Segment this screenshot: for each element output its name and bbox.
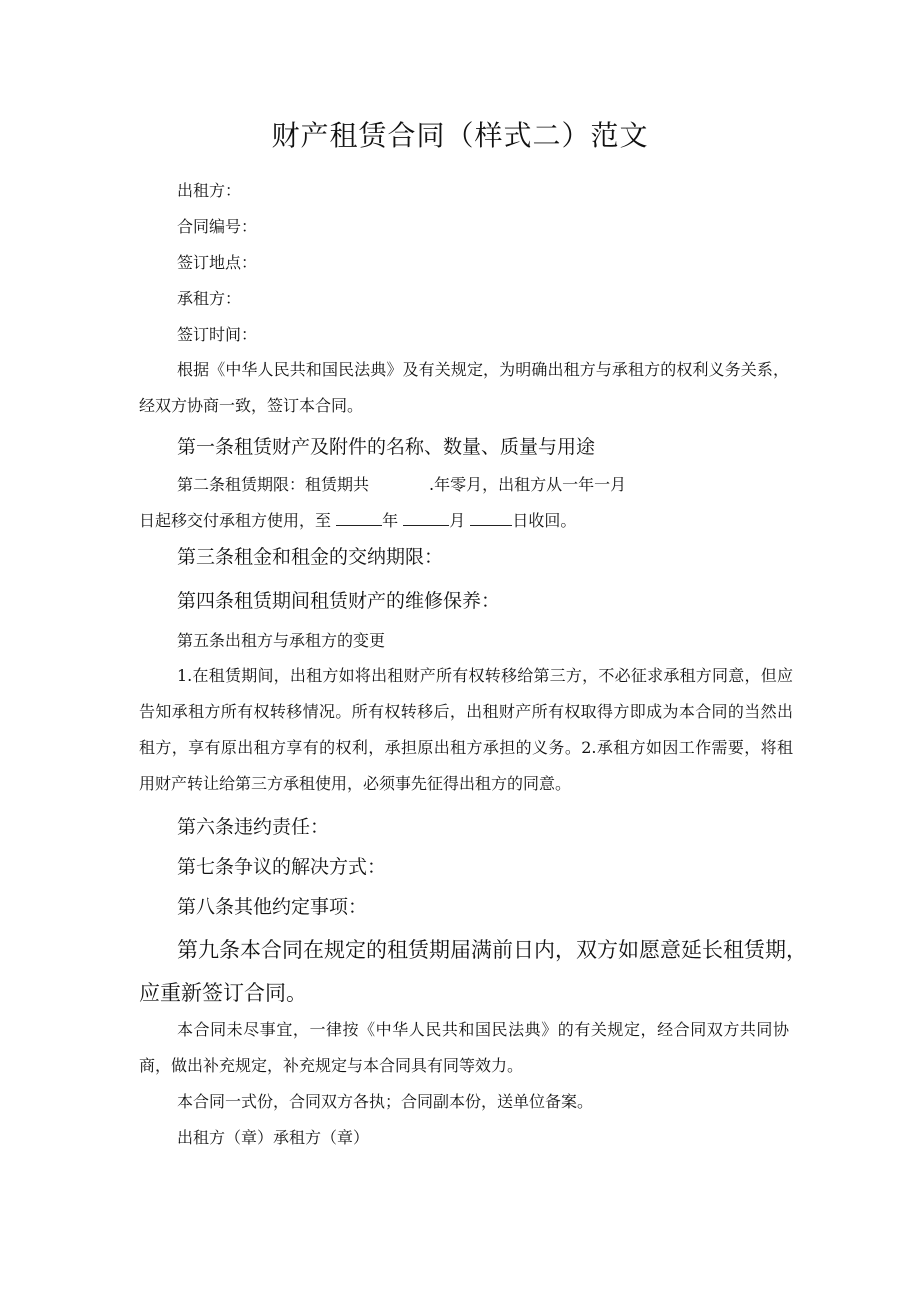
article-4: 第四条租赁期间租赁财产的维修保养： (177, 590, 501, 612)
article-2-text-a: 第二条租赁期限：租赁期共 (177, 475, 370, 494)
article-2-text-b: .年零月，出租方从一年一月 (429, 475, 627, 494)
signature-line: 出租方（章）承租方（章） (177, 1128, 370, 1147)
article-8: 第八条其他约定事项： (177, 896, 368, 918)
month-blank (403, 511, 449, 526)
article-2-line-1 (177, 474, 626, 496)
year-blank (336, 511, 382, 526)
supplement-paragraph: 本合同未尽事宜，一律按《中华人民共和国民法典》的有关规定，经合同双方共同协商，做出补充规定，补充规定与本合同具有同等效力。 (139, 1020, 789, 1075)
article-2-line-2 (139, 510, 576, 532)
article-3: 第三条租金和租金的交纳期限： (177, 546, 444, 568)
intro-paragraph: 根据《中华人民共和国民法典》及有关规定，为明确出租方与承租方的权利义务关系，经双方协商一致，签订本合同。 (139, 360, 789, 415)
article-2-day-label: 日收回。 (512, 511, 577, 530)
article-6: 第六条违约责任： (177, 816, 330, 838)
article-9-line-2: 应重新签订合同。 (139, 981, 307, 1005)
article-1: 第一条租赁财产及附件的名称、数量、质量与用途 (177, 436, 596, 458)
article-5-title: 第五条出租方与承租方的变更 (177, 631, 386, 650)
article-2-year-label: 年 (382, 511, 399, 530)
article-2-month-label: 月 (449, 511, 466, 530)
article-5-body: 1.在租赁期间，出租方如将出租财产所有权转移给第三方，不必征求承租方同意，但应告知承租方所有权转移情况。所有权转移后，出租财产所有权取得方即成为本合同的当然出租方，享有原出租方享有的权利，承担原出租方承担的义务。2.承租方如因工作需要，将租用财产转让给第三方承租使用，必须事先征得出租方的同意。 (139, 666, 793, 793)
field-lessee: 承租方： (177, 289, 242, 308)
article-2-text-c: 日起移交付承租方使用，至 (139, 511, 332, 530)
field-contract-number: 合同编号： (177, 217, 258, 236)
article-7: 第七条争议的解决方式： (177, 856, 387, 878)
day-blank (470, 511, 512, 526)
field-signing-place: 签订地点： (177, 253, 258, 272)
article-9-line-1: 第九条本合同在规定的租赁期届满前日内，双方如愿意延长租赁期， (177, 938, 807, 962)
field-lessor: 出租方： (177, 181, 242, 200)
field-signing-time: 签订时间： (177, 325, 258, 344)
copies-clause: 本合同一式份，合同双方各执；合同副本份，送单位备案。 (177, 1092, 594, 1111)
document-title: 财产租赁合同（样式二）范文 (271, 119, 649, 152)
